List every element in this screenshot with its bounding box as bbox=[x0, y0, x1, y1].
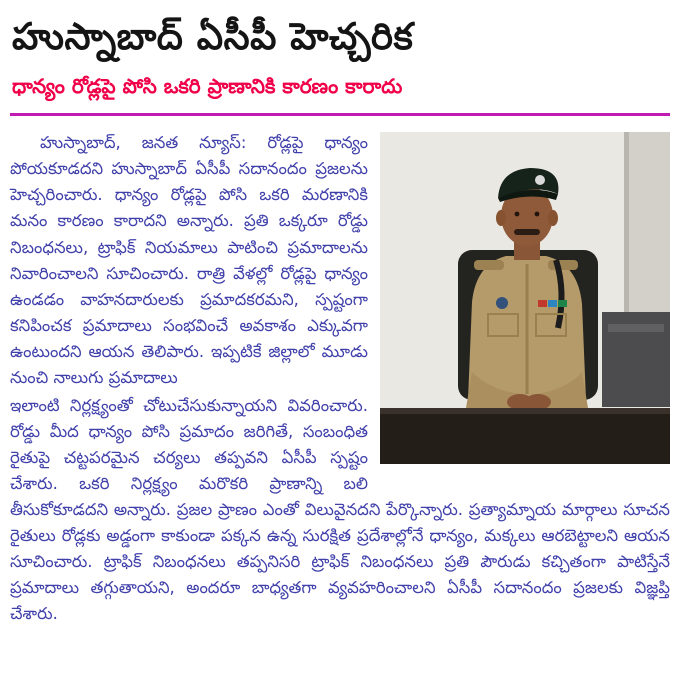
article-subheadline: ధాన్యం రోడ్లపై పోసి ఒకరి ప్రాణానికి కారణం కారాదు bbox=[12, 74, 403, 99]
officer-ear-left bbox=[496, 210, 506, 226]
article-paragraph-rest: ఇలాంటి నిర్లక్ష్యంతో చోటుచేసుకున్నాయని వివరించారు. రోడ్డు మీద ధాన్యం పోసి ప్రమాదం జరిగితే, సంబంధిత రైతుపై చట్టపరమైన చర్యలు తప్పవని ఏసీపీ స్పష్టం చేశారు. ఒకరి నిర్లక్ష్యం మరొకరి ప్రాణాన్ని బలి తీసుకోకూడదని అన్నారు. ప్రజల ప్రాణం ఎంతో విలువైనదని పేర్కొన్నారు. ప్రత్యామ్నాయ మార్గాలు సూచన రైతులు రోడ్లకు అడ్డంగా కాకుండా పక్కన ఉన్న సురక్షిత ప్రదేశాల్లోనే ధాన్యం, మక్కలు ఆరబెట్టాలని ఆయన సూచించారు. ట్రాఫిక్ నిబంధనలు తప్పనిసరి ట్రాఫిక్ నిబంధనలు ప్రతి పౌరుడు కచ్చితంగా పాటిస్తేనే ప్రమాదాలు తగ్గుతాయని, అందరూ బాధ్యతగా వ్యవహరించాలని ఏసీపీ సదానందం ప్రజలకు విజ్ఞప్తి చేశారు. bbox=[10, 395, 670, 624]
photo-cabinet-handle bbox=[608, 324, 664, 332]
officer-ribbon-1 bbox=[538, 300, 547, 307]
officer-eye-left bbox=[515, 212, 520, 217]
officer-epaulette-left bbox=[474, 260, 504, 270]
officer-epaulette-right bbox=[548, 260, 578, 270]
officer-ribbon-3 bbox=[558, 300, 567, 307]
officer-eye-right bbox=[535, 212, 540, 217]
officer-badge bbox=[496, 297, 508, 309]
officer-ribbon-2 bbox=[548, 300, 557, 307]
photo-desk bbox=[380, 408, 670, 464]
acp-officer-photo bbox=[380, 132, 670, 464]
headline-divider-rule bbox=[10, 113, 670, 116]
photo-desk-edge bbox=[380, 408, 670, 414]
officer-hand-right bbox=[525, 394, 551, 410]
article-paragraph-intro: హుస్నాబాద్, జనత న్యూస్: రోడ్లపై ధాన్యం పోయకూడదని హుస్నాబాద్ ఏసీపీ సదానందం ప్రజలను హెచ్చరించారు. ధాన్యం రోడ్లపై పోసి ఒకరి మరణానికి మనం కారణం కారాదని అన్నారు. ప్రతి ఒక్కరూ రోడ్డు నిబంధనలు, ట్రాఫిక్ నియమాలు పాటించి ప్రమాదాలను నివారించాలని సూచించారు. రాత్రి వేళల్లో రోడ్లపై ధాన్యం ఉండడం వాహనదారులకు ప్రమాదకరమని, స్పష్టంగా కనిపించక ప్రమాదాలు సంభవించే అవకాశం ఎక్కువగా ఉంటుందని ఆయన తెలిపారు. ఇప్పటికే జిల్లాలో మూడు నుంచి నాలుగు ప్రమాదాలు bbox=[10, 133, 368, 387]
article-body bbox=[10, 130, 670, 627]
officer-ear-right bbox=[548, 210, 558, 226]
officer-mustache bbox=[514, 229, 540, 235]
officer-beret-insignia bbox=[535, 175, 545, 185]
article-headline: హుస్నాబాద్ ఏసీపీ హెచ్చరిక bbox=[12, 15, 414, 58]
acp-officer-photo-illustration bbox=[380, 132, 670, 464]
